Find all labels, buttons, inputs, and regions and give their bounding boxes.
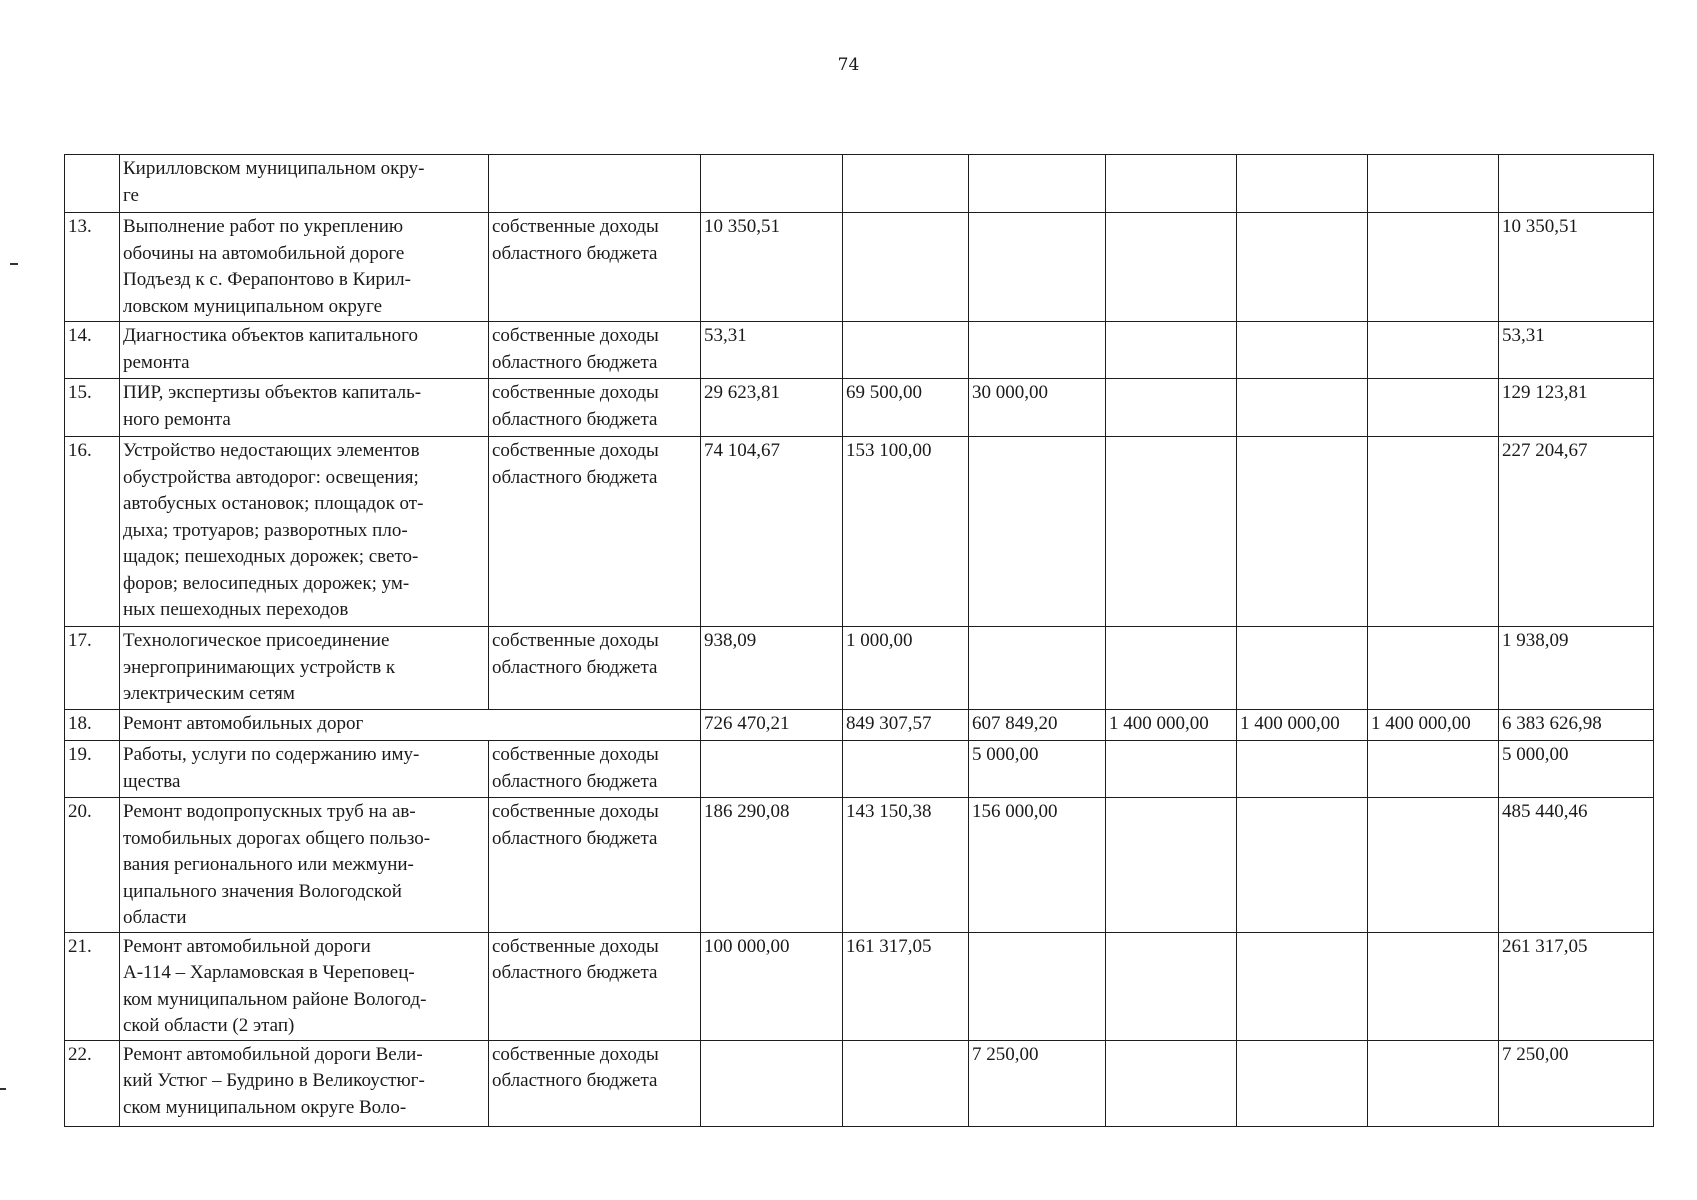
- amount-cell: [1106, 155, 1237, 213]
- margin-mark: [10, 263, 18, 265]
- amount-cell: [969, 213, 1106, 322]
- funding-source-cell: собственные доходы областного бюджета: [489, 379, 701, 437]
- total-cell: [1499, 155, 1654, 213]
- amount-cell: [969, 437, 1106, 627]
- table-row: [65, 710, 1654, 741]
- row-number-cell: 15.: [65, 379, 120, 437]
- row-name-cell: Ремонт автомобильной дороги Вели- кий Устюг – Будрино в Великоустюг- ском муниципальном округе Воло-: [120, 1040, 489, 1126]
- row-name-cell: Устройство недостающих элементов обустройства автодорог: освещения; автобусных остановок; площадок от- дыха; тротуаров; разворотных пло- щадок; пешеходных дорожек; свето- форов; велосипедных дорожек; ум- ных пешеходных переходов: [120, 437, 489, 627]
- amount-cell: [843, 1040, 969, 1126]
- funding-source-cell: собственные доходы областного бюджета: [489, 627, 701, 710]
- amount-cell: [969, 322, 1106, 379]
- row-name-cell: Диагностика объектов капитального ремонта: [120, 322, 489, 379]
- funding-source-cell: собственные доходы областного бюджета: [489, 798, 701, 933]
- amount-cell: [1237, 155, 1368, 213]
- amount-cell: 30 000,00: [969, 379, 1106, 437]
- amount-cell: 69 500,00: [843, 379, 969, 437]
- amount-cell: 1 400 000,00: [1237, 710, 1368, 741]
- amount-cell: [969, 155, 1106, 213]
- amount-cell: [1368, 1040, 1499, 1126]
- total-cell: 485 440,46: [1499, 798, 1654, 933]
- table-row: [65, 379, 1654, 437]
- funding-source-cell: [489, 155, 701, 213]
- amount-cell: [1106, 213, 1237, 322]
- amount-cell: 1 400 000,00: [1368, 710, 1499, 741]
- amount-cell: 153 100,00: [843, 437, 969, 627]
- amount-cell: [1368, 627, 1499, 710]
- row-number-cell: 21.: [65, 932, 120, 1040]
- row-name-cell: Выполнение работ по укреплению обочины на автомобильной дороге Подъезд к с. Ферапонтово в Кирил- ловском муниципальном округе: [120, 213, 489, 322]
- funding-source-cell: собственные доходы областного бюджета: [489, 1040, 701, 1126]
- amount-cell: [1237, 322, 1368, 379]
- amount-cell: [1237, 213, 1368, 322]
- amount-cell: [969, 627, 1106, 710]
- row-name-cell: Ремонт водопропускных труб на ав- томобильных дорогах общего пользо- вания регионального или межмуни- ципального значения Вологодской области: [120, 798, 489, 933]
- total-cell: 261 317,05: [1499, 932, 1654, 1040]
- amount-cell: 726 470,21: [701, 710, 843, 741]
- amount-cell: 74 104,67: [701, 437, 843, 627]
- amount-cell: [1237, 437, 1368, 627]
- funding-source-cell: собственные доходы областного бюджета: [489, 437, 701, 627]
- amount-cell: [843, 155, 969, 213]
- row-number-cell: 19.: [65, 741, 120, 798]
- amount-cell: [843, 741, 969, 798]
- amount-cell: [843, 213, 969, 322]
- table-row: [65, 155, 1654, 213]
- table-row: [65, 213, 1654, 322]
- total-cell: 53,31: [1499, 322, 1654, 379]
- amount-cell: 186 290,08: [701, 798, 843, 933]
- total-cell: 129 123,81: [1499, 379, 1654, 437]
- table-row: [65, 741, 1654, 798]
- funding-source-cell: собственные доходы областного бюджета: [489, 213, 701, 322]
- amount-cell: [1368, 798, 1499, 933]
- amount-cell: [1368, 322, 1499, 379]
- table-row: [65, 437, 1654, 627]
- total-cell: 1 938,09: [1499, 627, 1654, 710]
- amount-cell: [1106, 932, 1237, 1040]
- row-number-cell: 16.: [65, 437, 120, 627]
- amount-cell: 156 000,00: [969, 798, 1106, 933]
- row-number-cell: 14.: [65, 322, 120, 379]
- row-number-cell: 17.: [65, 627, 120, 710]
- amount-cell: [1368, 213, 1499, 322]
- margin-mark: [0, 1088, 6, 1090]
- table-row: [65, 627, 1654, 710]
- total-cell: 6 383 626,98: [1499, 710, 1654, 741]
- amount-cell: 7 250,00: [969, 1040, 1106, 1126]
- amount-cell: [1237, 741, 1368, 798]
- amount-cell: 5 000,00: [969, 741, 1106, 798]
- row-name-cell: Работы, услуги по содержанию иму- щества: [120, 741, 489, 798]
- budget-table: [64, 154, 1654, 1127]
- row-name-cell: Кирилловском муниципальном окру- ге: [120, 155, 489, 213]
- amount-cell: 53,31: [701, 322, 843, 379]
- row-number-cell: 18.: [65, 710, 120, 741]
- amount-cell: [701, 1040, 843, 1126]
- amount-cell: [1368, 741, 1499, 798]
- row-number-cell: 22.: [65, 1040, 120, 1126]
- amount-cell: 161 317,05: [843, 932, 969, 1040]
- amount-cell: [1237, 798, 1368, 933]
- amount-cell: 143 150,38: [843, 798, 969, 933]
- amount-cell: [701, 741, 843, 798]
- amount-cell: 10 350,51: [701, 213, 843, 322]
- table-row: [65, 932, 1654, 1040]
- amount-cell: 1 400 000,00: [1106, 710, 1237, 741]
- amount-cell: 1 000,00: [843, 627, 969, 710]
- funding-source-cell: собственные доходы областного бюджета: [489, 322, 701, 379]
- amount-cell: [1237, 379, 1368, 437]
- amount-cell: [1106, 1040, 1237, 1126]
- amount-cell: 849 307,57: [843, 710, 969, 741]
- total-cell: 227 204,67: [1499, 437, 1654, 627]
- amount-cell: [1106, 379, 1237, 437]
- row-number-cell: [65, 155, 120, 213]
- row-name-cell: Ремонт автомобильных дорог: [120, 710, 701, 741]
- row-number-cell: 13.: [65, 213, 120, 322]
- table-row: [65, 322, 1654, 379]
- amount-cell: [969, 932, 1106, 1040]
- total-cell: 7 250,00: [1499, 1040, 1654, 1126]
- amount-cell: 938,09: [701, 627, 843, 710]
- amount-cell: [1106, 437, 1237, 627]
- amount-cell: 29 623,81: [701, 379, 843, 437]
- amount-cell: [1237, 932, 1368, 1040]
- amount-cell: [1106, 627, 1237, 710]
- amount-cell: [1368, 379, 1499, 437]
- row-name-cell: Ремонт автомобильной дороги А-114 – Харламовская в Череповец- ком муниципальном районе Вологод- ской области (2 этап): [120, 932, 489, 1040]
- row-name-cell: Технологическое присоединение энергопринимающих устройств к электрическим сетям: [120, 627, 489, 710]
- row-number-cell: 20.: [65, 798, 120, 933]
- amount-cell: [701, 155, 843, 213]
- amount-cell: [1106, 798, 1237, 933]
- funding-source-cell: собственные доходы областного бюджета: [489, 741, 701, 798]
- amount-cell: 100 000,00: [701, 932, 843, 1040]
- amount-cell: [1237, 627, 1368, 710]
- amount-cell: [1237, 1040, 1368, 1126]
- amount-cell: [1368, 437, 1499, 627]
- page-number: 74: [837, 55, 860, 75]
- amount-cell: [1368, 155, 1499, 213]
- amount-cell: [1106, 322, 1237, 379]
- row-name-cell: ПИР, экспертизы объектов капиталь- ного ремонта: [120, 379, 489, 437]
- amount-cell: [843, 322, 969, 379]
- total-cell: 10 350,51: [1499, 213, 1654, 322]
- funding-source-cell: собственные доходы областного бюджета: [489, 932, 701, 1040]
- table-row: [65, 798, 1654, 933]
- total-cell: 5 000,00: [1499, 741, 1654, 798]
- table-row: [65, 1040, 1654, 1126]
- amount-cell: [1106, 741, 1237, 798]
- amount-cell: [1368, 932, 1499, 1040]
- amount-cell: 607 849,20: [969, 710, 1106, 741]
